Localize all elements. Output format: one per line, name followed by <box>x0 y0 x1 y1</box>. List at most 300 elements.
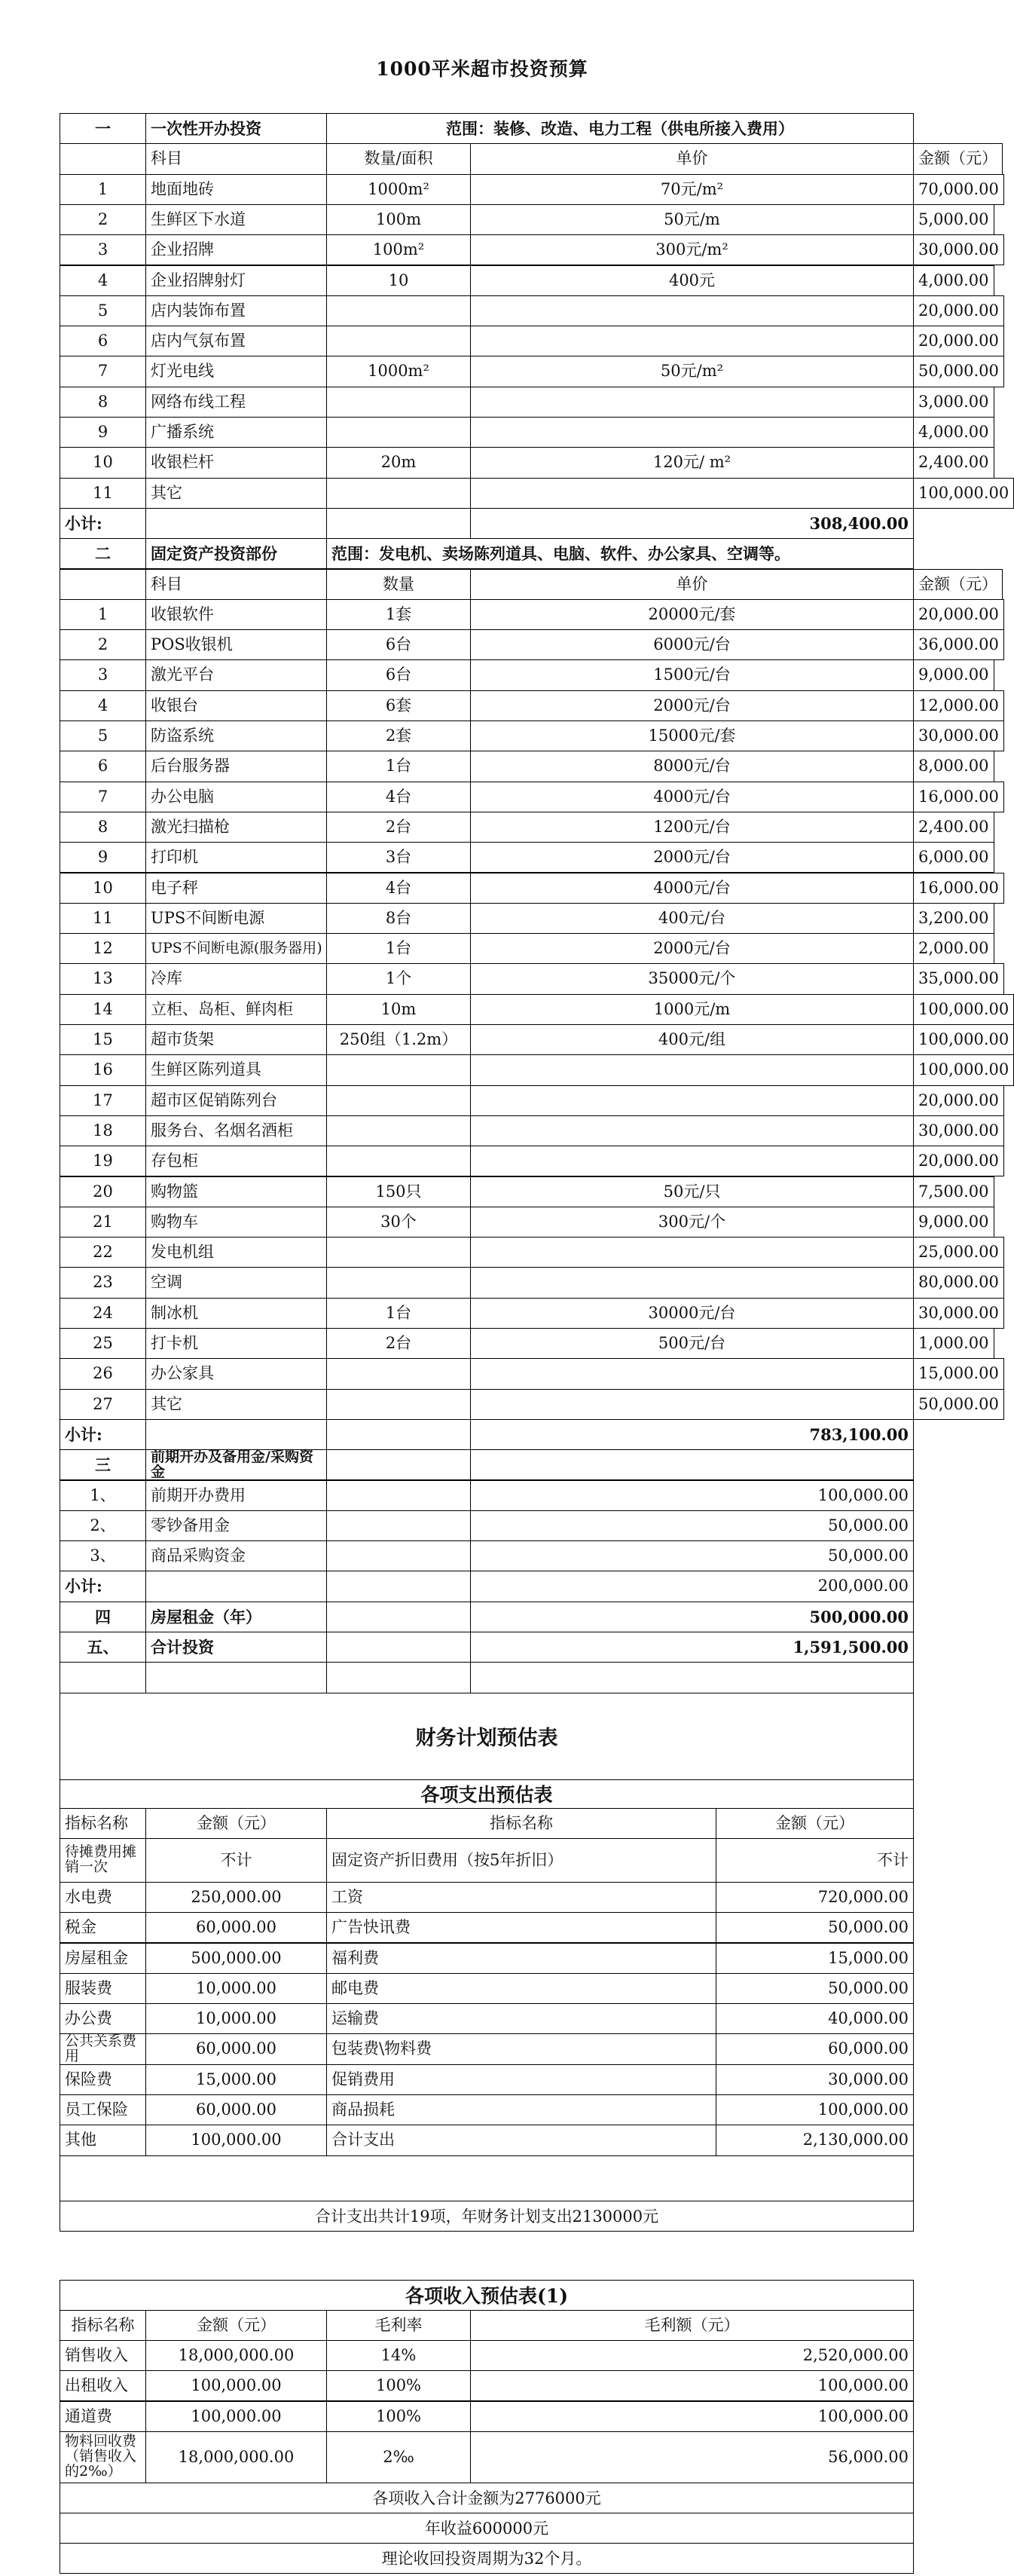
section3-row-number: 2、 <box>60 1510 146 1541</box>
expense-row-cell: 合计支出 <box>326 2125 716 2155</box>
section2-row-cell: 4 <box>60 690 146 721</box>
section1-row-cell: 1000m² <box>326 174 471 205</box>
expense-row-cell: 不计 <box>716 1838 914 1883</box>
income-row-cell: 2‰ <box>326 2431 471 2483</box>
section1-row-cell: 20m <box>326 447 471 478</box>
section1-row-cell: 70元/m² <box>470 174 914 205</box>
section3-row-number: 3、 <box>60 1540 146 1571</box>
blank-cell <box>326 1602 471 1632</box>
blank-cell <box>145 1419 327 1450</box>
section2-row-cell: 12 <box>60 933 146 964</box>
income-row-cell: 100% <box>326 2370 471 2401</box>
section2-row-cell: 20,000.00 <box>913 599 1004 630</box>
income-row-cell: 100,000.00 <box>145 2370 327 2401</box>
section2-row-cell: 后台服务器 <box>145 751 327 782</box>
section1-row-cell: 100,000.00 <box>913 478 1014 509</box>
expense-row-cell: 房屋租金 <box>60 1943 146 1974</box>
section2-row-cell: 立柜、岛柜、鲜肉柜 <box>145 994 327 1025</box>
section1-row-cell: 广播系统 <box>145 417 327 448</box>
expense-summary <box>60 2201 914 2232</box>
section2-column-header: 金额（元） <box>913 569 1003 600</box>
income-row-cell: 出租收入 <box>60 2370 146 2401</box>
expense-row-cell: 邮电费 <box>326 1973 716 2004</box>
income-row-cell: 100,000.00 <box>470 2401 914 2432</box>
section1-row-cell: 9 <box>60 417 146 448</box>
section1-row-cell: 生鲜区下水道 <box>145 204 327 235</box>
section2-row-cell: 400元/台 <box>470 903 914 934</box>
section2-row-cell: 2000元/台 <box>470 690 914 721</box>
income-row-cell: 100,000.00 <box>145 2401 327 2432</box>
expense-row-cell: 15,000.00 <box>145 2064 327 2095</box>
section1-row-cell: 7 <box>60 356 146 387</box>
section2-row-cell: 50,000.00 <box>913 1389 1004 1420</box>
finance-plan-title <box>60 1693 914 1780</box>
section2-row-cell: 2台 <box>326 812 471 843</box>
expense-row-cell: 水电费 <box>60 1882 146 1913</box>
section2-row-cell: 16,000.00 <box>913 782 1004 812</box>
section2-row-cell: 100,000.00 <box>913 994 1014 1025</box>
section2-row-cell: 30,000.00 <box>913 720 1004 751</box>
section1-row-cell: 50元/m <box>470 204 914 235</box>
section2-row-cell: 20000元/套 <box>470 599 914 630</box>
section4-number: 四 <box>60 1602 146 1632</box>
section2-row-cell: 购物车 <box>145 1207 327 1238</box>
income-table-title-text: 各项收入预估表(1) <box>405 2285 569 2308</box>
section1-row-cell <box>326 326 471 356</box>
income-note-text: 年收益600000元 <box>424 2519 549 2538</box>
section1-row-cell: 店内气氛布置 <box>145 326 327 356</box>
section2-row-cell: 办公电脑 <box>145 782 327 812</box>
expense-row-cell: 公共关系费用 <box>60 2033 146 2064</box>
blank-cell <box>470 1662 914 1693</box>
section2-row-cell: 生鲜区陈列道具 <box>145 1054 327 1085</box>
section2-row-cell: 24 <box>60 1298 146 1329</box>
section2-row-cell: 21 <box>60 1207 146 1238</box>
section1-row-cell: 300元/m² <box>470 234 914 265</box>
expense-row-cell: 60,000.00 <box>145 2033 327 2064</box>
section1-subtotal: 308,400.00 <box>470 508 914 539</box>
section2-row-cell <box>326 1085 471 1116</box>
section2-row-cell: 100,000.00 <box>913 1054 1014 1085</box>
section2-subtotal: 783,100.00 <box>470 1419 914 1450</box>
section1-row-cell <box>326 417 471 448</box>
section2-row-cell <box>470 1358 914 1389</box>
income-note <box>60 2543 914 2574</box>
blank-cell <box>326 1480 471 1511</box>
section2-row-cell: UPS不间断电源(服务器用) <box>145 933 327 964</box>
section2-row-cell: 1200元/台 <box>470 812 914 843</box>
section2-column-header: 数量 <box>326 569 471 600</box>
section2-row-cell: POS收银机 <box>145 629 327 660</box>
section2-row-cell: 其它 <box>145 1389 327 1420</box>
section1-row-cell: 10 <box>326 265 471 296</box>
section2-row-cell: 36,000.00 <box>913 629 1004 660</box>
section2-row-cell: 5 <box>60 720 146 751</box>
expense-row-cell: 10,000.00 <box>145 1973 327 2004</box>
section3-row-item: 零钞备用金 <box>145 1510 327 1541</box>
expense-row-cell: 720,000.00 <box>716 1882 914 1913</box>
expense-row-cell: 10,000.00 <box>145 2003 327 2034</box>
section2-row-cell: 超市区促销陈列台 <box>145 1085 327 1116</box>
section2-name: 固定资产投资部份 <box>145 538 327 569</box>
expense-row-cell: 商品损耗 <box>326 2094 716 2125</box>
section2-row-cell: 收银软件 <box>145 599 327 630</box>
section2-row-cell <box>326 1237 471 1268</box>
blank-cell <box>60 2155 914 2201</box>
section2-row-cell: 35,000.00 <box>913 963 1004 994</box>
section2-row-cell: 8台 <box>326 903 471 934</box>
section2-row-cell: 10 <box>60 873 146 904</box>
section2-row-cell: 2,000.00 <box>913 933 994 964</box>
section1-row-cell <box>326 478 471 509</box>
section2-row-cell: 13 <box>60 963 146 994</box>
income-note <box>60 2513 914 2544</box>
section2-subtotal-label: 小计: <box>60 1419 146 1450</box>
blank-cell <box>145 1662 327 1693</box>
section2-row-cell: 7 <box>60 782 146 812</box>
section3-row-item: 商品采购资金 <box>145 1540 327 1571</box>
section2-row-cell: 办公家具 <box>145 1358 327 1389</box>
section2-row-cell: 打印机 <box>145 842 327 873</box>
section2-row-cell: 制冰机 <box>145 1298 327 1329</box>
blank-cell <box>326 1632 471 1663</box>
section2-row-cell: 1000元/m <box>470 994 914 1025</box>
expense-summary-text: 合计支出共计19项，年财务计划支出2130000元 <box>314 2207 659 2226</box>
section1-row-cell: 企业招牌 <box>145 234 327 265</box>
income-row-cell: 100,000.00 <box>470 2370 914 2401</box>
expense-row-cell: 其他 <box>60 2125 146 2155</box>
section2-row-cell: 1个 <box>326 963 471 994</box>
section2-row-cell: 4000元/台 <box>470 873 914 904</box>
section1-row-cell: 1 <box>60 174 146 205</box>
section1-row-cell <box>470 478 914 509</box>
income-table-title <box>60 2280 914 2311</box>
expense-row-cell: 不计 <box>145 1838 327 1883</box>
section5-name: 合计投资 <box>145 1632 327 1663</box>
section1-row-cell: 70,000.00 <box>913 174 1004 205</box>
section2-row-cell: 15000元/套 <box>470 720 914 751</box>
section2-row-cell: 1500元/台 <box>470 659 914 690</box>
section1-row-cell: 其它 <box>145 478 327 509</box>
section1-row-cell: 2,400.00 <box>913 447 994 478</box>
section2-row-cell: 20,000.00 <box>913 1085 1004 1116</box>
section1-row-cell: 11 <box>60 478 146 509</box>
expense-row-cell: 服装费 <box>60 1973 146 2004</box>
section2-row-cell: 35000元/个 <box>470 963 914 994</box>
section2-row-cell: 17 <box>60 1085 146 1116</box>
expense-row-cell: 福利费 <box>326 1943 716 1974</box>
section1-row-cell: 20,000.00 <box>913 295 1004 326</box>
expense-row-cell: 60,000.00 <box>145 2094 327 2125</box>
section3-subtotal-label: 小计: <box>60 1571 146 1602</box>
section2-row-cell: 1台 <box>326 933 471 964</box>
section1-row-cell: 4,000.00 <box>913 265 994 296</box>
section2-row-cell: 26 <box>60 1358 146 1389</box>
section2-row-cell: 16,000.00 <box>913 873 1004 904</box>
section2-row-cell <box>326 1267 471 1298</box>
blank-cell <box>60 1662 146 1693</box>
section1-row-cell: 灯光电线 <box>145 356 327 387</box>
section1-row-cell: 30,000.00 <box>913 234 1004 265</box>
document-title: 1000平米超市投资预算 <box>376 58 588 80</box>
section2-row-cell: 500元/台 <box>470 1328 914 1359</box>
section2-scope: 范围：发电机、卖场陈列道具、电脑、软件、办公家具、空调等。 <box>326 538 914 569</box>
section2-row-cell: 20,000.00 <box>913 1146 1004 1176</box>
section1-row-cell: 10 <box>60 447 146 478</box>
section1-row-cell: 100m² <box>326 234 471 265</box>
section2-row-cell: 服务台、名烟名酒柜 <box>145 1115 327 1146</box>
section1-row-cell <box>470 326 914 356</box>
section1-row-cell: 6 <box>60 326 146 356</box>
section3-row-amount: 100,000.00 <box>470 1480 914 1511</box>
section2-row-cell: UPS不间断电源 <box>145 903 327 934</box>
section2-row-cell: 50元/只 <box>470 1176 914 1207</box>
income-note-text: 各项收入合计金额为2776000元 <box>372 2489 601 2508</box>
section2-row-cell: 9,000.00 <box>913 1207 994 1238</box>
expense-row-cell: 2,130,000.00 <box>716 2125 914 2155</box>
expense-row-cell: 固定资产折旧费用（按5年折旧） <box>326 1838 716 1883</box>
section2-row-cell: 3,200.00 <box>913 903 994 934</box>
income-column-header: 毛利额（元） <box>470 2310 914 2341</box>
section2-row-cell: 250组（1.2m） <box>326 1024 471 1055</box>
expense-row-cell: 办公费 <box>60 2003 146 2034</box>
section1-row-cell <box>470 295 914 326</box>
expense-row-cell: 50,000.00 <box>716 1973 914 2004</box>
section1-row-cell: 4 <box>60 265 146 296</box>
expense-column-header: 金额（元） <box>716 1808 914 1839</box>
section2-row-cell: 4000元/台 <box>470 782 914 812</box>
section2-row-cell: 9,000.00 <box>913 659 994 690</box>
section2-row-cell: 电子秤 <box>145 873 327 904</box>
section1-row-cell: 企业招牌射灯 <box>145 265 327 296</box>
blank-cell <box>326 1449 471 1480</box>
income-row-cell: 18,000,000.00 <box>145 2340 327 2371</box>
section2-row-cell: 3 <box>60 659 146 690</box>
section3-subtotal: 200,000.00 <box>470 1571 914 1602</box>
section2-row-cell: 激光扫描枪 <box>145 812 327 843</box>
expense-row-cell: 40,000.00 <box>716 2003 914 2034</box>
income-row-cell: 100% <box>326 2401 471 2432</box>
section1-column-header: 单价 <box>470 143 914 174</box>
section1-column-header: 金额（元） <box>913 143 1003 174</box>
section2-row-cell: 8000元/台 <box>470 751 914 782</box>
section2-row-cell: 8,000.00 <box>913 751 994 782</box>
expense-row-cell: 运输费 <box>326 2003 716 2034</box>
expense-row-cell: 广告快讯费 <box>326 1912 716 1943</box>
section1-row-cell: 3,000.00 <box>913 387 994 418</box>
section1-row-cell: 100m <box>326 204 471 235</box>
section1-row-cell: 400元 <box>470 265 914 296</box>
section2-row-cell: 6000元/台 <box>470 629 914 660</box>
income-row-cell: 2,520,000.00 <box>470 2340 914 2371</box>
expense-column-header: 金额（元） <box>145 1808 327 1839</box>
section1-header-blank <box>60 143 146 174</box>
blank-cell <box>145 508 327 539</box>
expense-row-cell: 250,000.00 <box>145 1882 327 1913</box>
section2-row-cell: 11 <box>60 903 146 934</box>
section2-row-cell: 发电机组 <box>145 1237 327 1268</box>
expense-row-cell: 100,000.00 <box>716 2094 914 2125</box>
expense-row-cell: 60,000.00 <box>716 2033 914 2064</box>
section2-row-cell: 6套 <box>326 690 471 721</box>
section2-row-cell: 25,000.00 <box>913 1237 1004 1268</box>
section1-subtotal-label: 小计: <box>60 508 146 539</box>
section2-row-cell: 80,000.00 <box>913 1267 1004 1298</box>
section2-header-blank <box>60 569 146 600</box>
section2-row-cell <box>470 1146 914 1176</box>
section2-row-cell: 收银台 <box>145 690 327 721</box>
finance-plan-title-text: 财务计划预估表 <box>415 1727 558 1751</box>
section3-row-amount: 50,000.00 <box>470 1510 914 1541</box>
section3-number: 三 <box>60 1449 146 1480</box>
section2-row-cell: 22 <box>60 1237 146 1268</box>
section2-row-cell: 16 <box>60 1054 146 1085</box>
section1-column-header: 数量/面积 <box>326 143 471 174</box>
expense-row-cell: 500,000.00 <box>145 1943 327 1974</box>
section2-column-header: 单价 <box>470 569 914 600</box>
section2-row-cell: 15,000.00 <box>913 1358 1004 1389</box>
blank-cell <box>326 1662 471 1693</box>
section1-scope: 范围：装修、改造、电力工程（供电所接入费用） <box>326 113 914 144</box>
section2-row-cell: 6 <box>60 751 146 782</box>
section2-row-cell: 超市货架 <box>145 1024 327 1055</box>
section1-name: 一次性开办投资 <box>145 113 327 144</box>
section2-row-cell: 2台 <box>326 1328 471 1359</box>
section2-row-cell: 2套 <box>326 720 471 751</box>
expense-row-cell: 15,000.00 <box>716 1943 914 1974</box>
section1-column-header: 科目 <box>145 143 327 174</box>
expense-row-cell: 30,000.00 <box>716 2064 914 2095</box>
expense-row-cell: 促销费用 <box>326 2064 716 2095</box>
section2-row-cell: 4台 <box>326 873 471 904</box>
section2-row-cell: 15 <box>60 1024 146 1055</box>
section1-number: 一 <box>60 113 146 144</box>
section1-row-cell: 50,000.00 <box>913 356 1004 387</box>
section1-row-cell: 1000m² <box>326 356 471 387</box>
section2-row-cell: 27 <box>60 1389 146 1420</box>
blank-cell <box>326 1571 471 1602</box>
section2-row-cell: 6台 <box>326 659 471 690</box>
income-row-cell: 通道费 <box>60 2401 146 2432</box>
income-note-text: 理论收回投资周期为32个月。 <box>381 2550 592 2568</box>
section2-row-cell: 18 <box>60 1115 146 1146</box>
section1-row-cell: 3 <box>60 234 146 265</box>
section1-row-cell: 2 <box>60 204 146 235</box>
blank-cell <box>145 1571 327 1602</box>
section2-row-cell: 打卡机 <box>145 1328 327 1359</box>
section2-row-cell: 3台 <box>326 842 471 873</box>
section2-row-cell <box>470 1267 914 1298</box>
section2-row-cell: 23 <box>60 1267 146 1298</box>
section1-row-cell: 20,000.00 <box>913 326 1004 356</box>
section2-row-cell: 1台 <box>326 1298 471 1329</box>
section2-row-cell: 7,500.00 <box>913 1176 994 1207</box>
section2-row-cell <box>470 1115 914 1146</box>
section2-row-cell: 150只 <box>326 1176 471 1207</box>
expense-row-cell: 工资 <box>326 1882 716 1913</box>
section2-row-cell: 30,000.00 <box>913 1115 1004 1146</box>
section2-row-cell <box>470 1054 914 1085</box>
section1-row-cell: 地面地砖 <box>145 174 327 205</box>
section2-row-cell: 1台 <box>326 751 471 782</box>
section2-row-cell: 100,000.00 <box>913 1024 1014 1055</box>
section3-name: 前期开办及备用金/采购资金 <box>145 1449 327 1480</box>
section2-row-cell <box>470 1237 914 1268</box>
expense-table-title-text: 各项支出预估表 <box>420 1784 553 1807</box>
expense-row-cell: 50,000.00 <box>716 1912 914 1943</box>
income-note <box>60 2483 914 2513</box>
section2-row-cell: 6,000.00 <box>913 842 994 873</box>
section2-row-cell: 30000元/台 <box>470 1298 914 1329</box>
expense-column-header: 指标名称 <box>60 1808 146 1839</box>
expense-row-cell: 保险费 <box>60 2064 146 2095</box>
section2-row-cell: 6台 <box>326 629 471 660</box>
section2-row-cell: 25 <box>60 1328 146 1359</box>
section2-row-cell: 12,000.00 <box>913 690 1004 721</box>
section5-amount: 1,591,500.00 <box>470 1632 914 1663</box>
section5-number: 五、 <box>60 1632 146 1663</box>
section2-row-cell <box>326 1146 471 1176</box>
section2-row-cell: 2,400.00 <box>913 812 994 843</box>
blank-cell <box>326 508 471 539</box>
section3-row-amount: 50,000.00 <box>470 1540 914 1571</box>
section2-row-cell: 10m <box>326 994 471 1025</box>
section2-column-header: 科目 <box>145 569 327 600</box>
section2-row-cell: 1 <box>60 599 146 630</box>
section3-row-number: 1、 <box>60 1480 146 1511</box>
section1-row-cell <box>470 417 914 448</box>
section2-row-cell: 300元/个 <box>470 1207 914 1238</box>
section2-row-cell: 购物篮 <box>145 1176 327 1207</box>
income-row-cell: 56,000.00 <box>470 2431 914 2483</box>
section2-row-cell: 激光平台 <box>145 659 327 690</box>
section2-row-cell: 1套 <box>326 599 471 630</box>
expense-row-cell: 待摊费用摊销一次 <box>60 1838 146 1883</box>
section2-row-cell: 2 <box>60 629 146 660</box>
income-column-header: 金额（元） <box>145 2310 327 2341</box>
income-column-header: 毛利率 <box>326 2310 471 2341</box>
income-column-header: 指标名称 <box>60 2310 146 2341</box>
section2-row-cell: 14 <box>60 994 146 1025</box>
section1-row-cell: 8 <box>60 387 146 418</box>
section1-row-cell: 收银栏杆 <box>145 447 327 478</box>
section2-row-cell: 2000元/台 <box>470 842 914 873</box>
section2-row-cell: 防盗系统 <box>145 720 327 751</box>
section2-row-cell <box>326 1389 471 1420</box>
section4-name: 房屋租金（年） <box>145 1602 327 1632</box>
income-row-cell: 物料回收费（销售收入的2‰） <box>60 2431 146 2483</box>
section1-row-cell <box>326 387 471 418</box>
section2-row-cell: 2000元/台 <box>470 933 914 964</box>
income-row-cell: 14% <box>326 2340 471 2371</box>
section2-row-cell <box>326 1054 471 1085</box>
expense-row-cell: 税金 <box>60 1912 146 1943</box>
section2-number: 二 <box>60 538 146 569</box>
expense-row-cell: 员工保险 <box>60 2094 146 2125</box>
expense-row-cell: 100,000.00 <box>145 2125 327 2155</box>
section2-row-cell: 20 <box>60 1176 146 1207</box>
section1-row-cell: 120元/ m² <box>470 447 914 478</box>
section4-amount: 500,000.00 <box>470 1602 914 1632</box>
blank-cell <box>326 1540 471 1571</box>
section2-row-cell: 400元/组 <box>470 1024 914 1055</box>
section2-row-cell <box>326 1115 471 1146</box>
section1-row-cell: 5 <box>60 295 146 326</box>
expense-column-header: 指标名称 <box>326 1808 716 1839</box>
section2-row-cell: 空调 <box>145 1267 327 1298</box>
income-row-cell: 销售收入 <box>60 2340 146 2371</box>
expense-row-cell: 包装费\物料费 <box>326 2033 716 2064</box>
